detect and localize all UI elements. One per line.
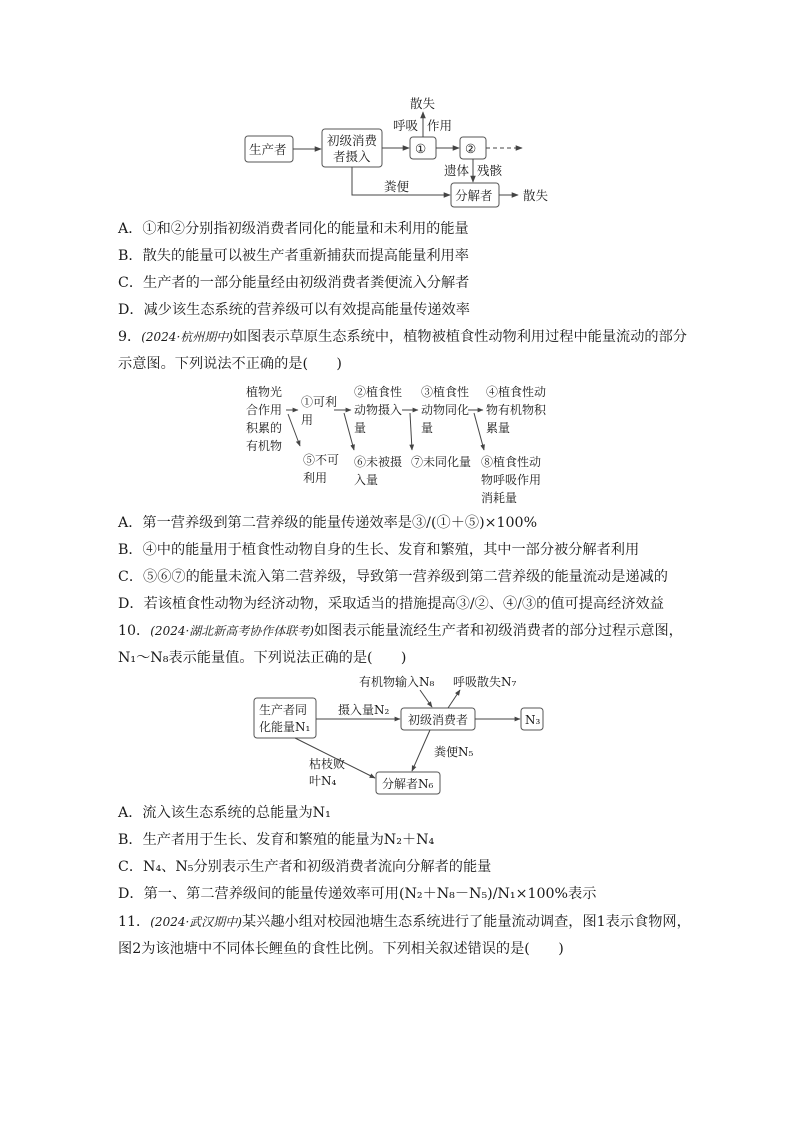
litter-line-2: 叶N₄ [309, 774, 337, 788]
q8-option-c: C．生产者的一部分能量经由初级消费者粪便流入分解者 [118, 275, 470, 291]
litter-line-1: 枯枝败 [309, 757, 346, 771]
respiration-label-1: 呼吸 [393, 118, 419, 133]
n3-line-1: ③植食性 [421, 385, 470, 399]
n4-line-1: ④植食性动 [486, 385, 547, 399]
remains-label-1: 遗体 [444, 163, 470, 178]
respiration-loss-label: 呼吸散失N₇ [453, 675, 517, 689]
n2-line-2: 动物摄入 [354, 403, 403, 417]
n1-line-1: ①可利 [301, 395, 338, 409]
q9-stem-line-1 [118, 327, 687, 347]
n3-line-2: 动物同化 [421, 403, 470, 417]
organic-input-label: 有机物输入N₈ [359, 675, 435, 689]
energy-flow-diagram-1 [0, 0, 794, 215]
primary-consumer-label-2: 者摄入 [333, 149, 371, 164]
dissipate-right-label: 散失 [523, 188, 549, 203]
n8-line-2: 物呼吸作用 [481, 473, 542, 487]
n6-line-1: ⑥未被摄 [354, 455, 403, 469]
energy-flow-diagram-3 [0, 668, 794, 798]
feces-n5-label: 粪便N₅ [434, 745, 474, 759]
n3-box-label: N₃ [525, 713, 541, 727]
q9-stem-line-2: 示意图。下列说法不正确的是( ) [118, 356, 342, 372]
primary-consumer-label-1: 初级消费 [327, 133, 378, 148]
n5-line-1: ⑤不可 [303, 453, 340, 467]
ingestion-label: 摄入量N₂ [338, 703, 390, 717]
respiration-label-2: 作用 [427, 118, 453, 133]
plant-line-4: 有机物 [246, 439, 283, 453]
q8-option-b: B．散失的能量可以被生产者重新捕获而提高能量利用率 [118, 248, 469, 264]
q9-stem-text: 如图表示草原生态系统中，植物被植食性动物利用过程中能量流动的部分 [232, 329, 687, 345]
producer-n1-line-2: 化能量N₁ [259, 720, 311, 734]
q11-stem-line-1 [118, 912, 691, 932]
n8-line-3: 消耗量 [481, 491, 518, 505]
q9-option-c: C．⑤⑥⑦的能量未流入第二营养级，导致第一营养级到第二营养级的能量流动是递减的 [118, 569, 668, 585]
n8-line-1: ⑧植食性动 [481, 455, 542, 469]
feces-label: 粪便 [384, 179, 410, 194]
q10-source: (2024·湖北新高考协作体联考) [150, 624, 314, 638]
energy-flow-diagram-2 [0, 380, 794, 506]
q10-option-b: B．生产者用于生长、发育和繁殖的能量为N₂＋N₄ [118, 832, 435, 848]
decomposer-label: 分解者 [455, 188, 493, 203]
q9-option-a: A．第一营养级到第二营养级的能量传递效率是③/(①＋⑤)×100% [118, 515, 538, 531]
n4-line-2: 物有机物积 [486, 403, 547, 417]
n7-label: ⑦未同化量 [411, 455, 472, 469]
q11-stem-text: 某兴趣小组对校园池塘生态系统进行了能量流动调查，图1表示食物网， [241, 914, 691, 930]
q9-source: (2024·杭州期中) [141, 330, 233, 344]
n5-line-2: 利用 [303, 471, 328, 485]
q10-stem-line-2: N₁～N₈表示能量值。下列说法正确的是( ) [118, 650, 407, 666]
n2-line-1: ②植食性 [354, 385, 403, 399]
dissipate-top-label: 散失 [410, 96, 436, 111]
plant-line-3: 积累的 [246, 421, 283, 435]
q9-option-b: B．④中的能量用于植食性动物自身的生长、发育和繁殖，其中一部分被分解者利用 [118, 542, 640, 558]
primary-consumer-label-3: 初级消费者 [408, 713, 469, 727]
q10-stem-line-1 [118, 621, 683, 641]
n6-line-2: 入量 [354, 473, 379, 487]
n2-line-3: 量 [354, 421, 367, 435]
n1-line-2: 用 [301, 413, 314, 427]
remains-label-2: 残骸 [477, 163, 503, 178]
n3-line-3: 量 [421, 421, 434, 435]
q11-stem-line-2: 图2为该池塘中不同体长鲤鱼的食性比例。下列相关叙述错误的是( ) [118, 941, 564, 957]
q8-option-d: D．减少该生态系统的营养级可以有效提高能量传递效率 [118, 302, 470, 318]
producer-n1-line-1: 生产者同 [259, 703, 308, 717]
q11-source: (2024·武汉期中) [150, 915, 242, 929]
q10-stem-text: 如图表示能量流经生产者和初级消费者的部分过程示意图， [313, 623, 683, 639]
n4-line-3: 累量 [486, 421, 511, 435]
node2-label: ② [465, 141, 477, 156]
q9-number: 9． [118, 329, 142, 345]
node1-label: ① [415, 141, 427, 156]
q10-option-c: C．N₄、N₅分别表示生产者和初级消费者流向分解者的能量 [118, 859, 492, 875]
q8-option-a: A．①和②分别指初级消费者同化的能量和未利用的能量 [118, 221, 469, 237]
decomposer-n6-label: 分解者N₆ [382, 777, 434, 791]
q11-number: 11． [118, 914, 151, 930]
q9-option-d: D．若该植食性动物为经济动物，采取适当的措施提高③/②、④/③的值可提高经济效益 [118, 596, 664, 612]
q10-number: 10． [118, 623, 151, 639]
plant-line-1: 植物光 [246, 385, 283, 399]
plant-line-2: 合作用 [246, 403, 283, 417]
producer-label: 生产者 [249, 142, 287, 157]
q10-option-d: D．第一、第二营养级间的能量传递效率可用(N₂＋N₈－N₅)/N₁×100%表示 [118, 886, 597, 902]
q10-option-a: A．流入该生态系统的总能量为N₁ [118, 805, 331, 821]
